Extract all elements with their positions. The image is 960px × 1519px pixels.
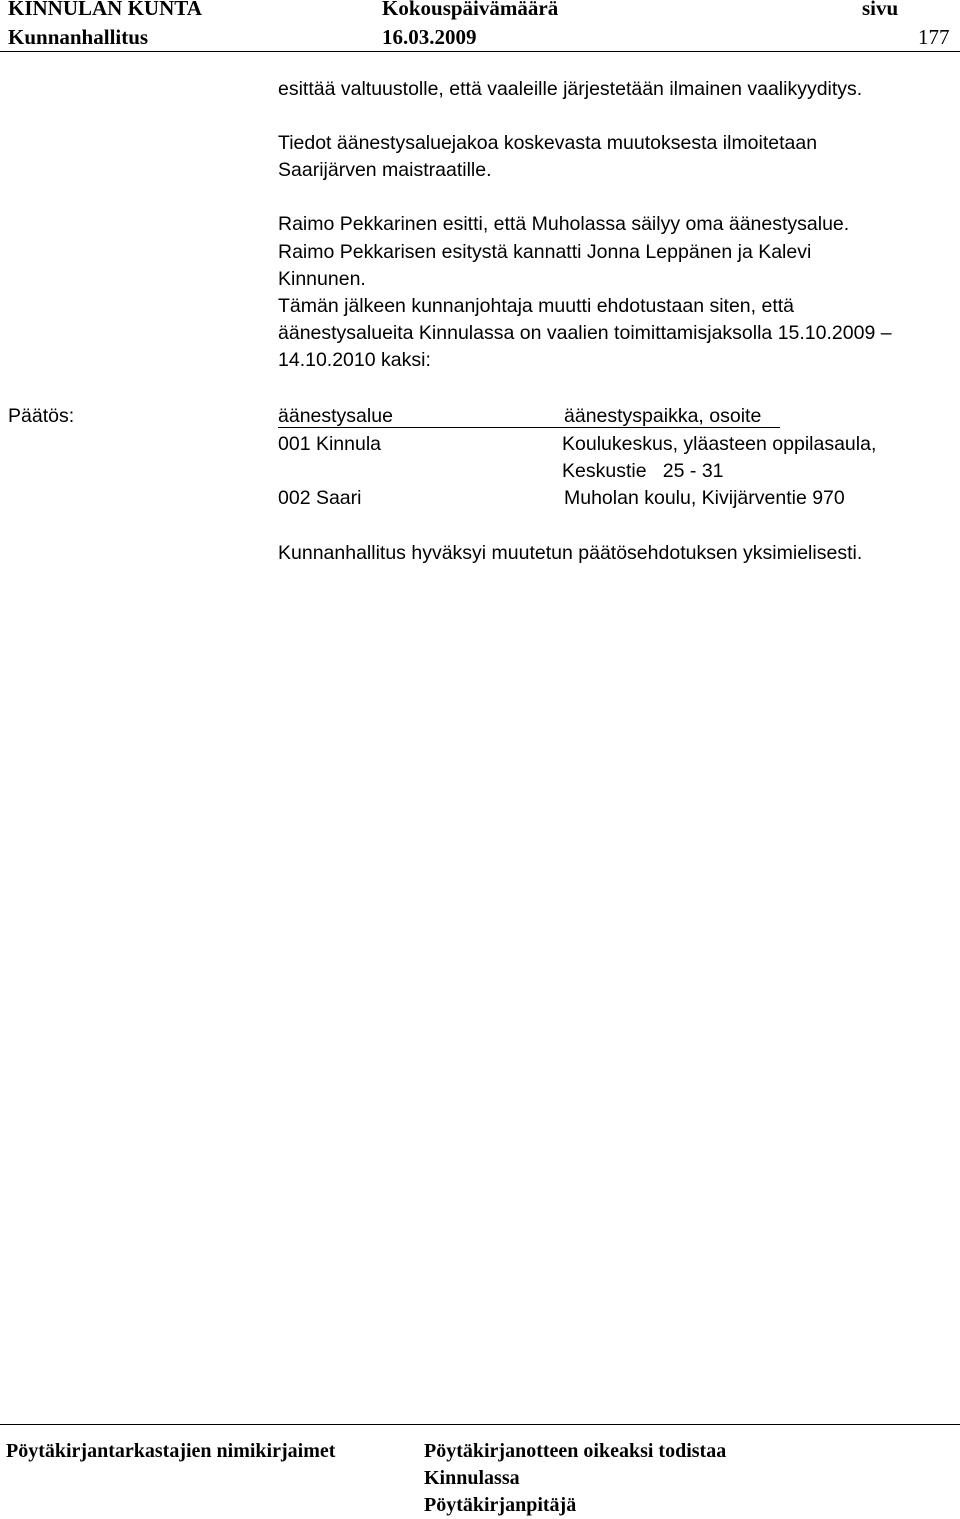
footer-inspectors: Pöytäkirjantarkastajien nimikirjaimet	[6, 1440, 336, 1462]
body-line: Tiedot äänestysaluejakoa koskevasta muutoksesta ilmoitetaan	[278, 132, 818, 154]
page-label: sivu	[862, 0, 899, 20]
table-row-area: 001 Kinnula	[278, 433, 382, 455]
page-number: 177	[918, 25, 950, 49]
place-header-text: äänestyspaikka, osoite	[564, 405, 780, 428]
area-header-text: äänestysalue	[278, 405, 564, 428]
footer-rule	[0, 1424, 960, 1425]
table-header-area	[278, 403, 564, 430]
table-row-place-line2: Keskustie 25 - 31	[562, 460, 724, 482]
footer-place: Kinnulassa	[424, 1467, 520, 1489]
body-line: Tämän jälkeen kunnanjohtaja muutti ehdotustaan siten, että	[278, 295, 795, 317]
board-name: Kunnanhallitus	[8, 25, 149, 49]
body-line: Raimo Pekkarinen esitti, että Muholassa säilyy oma äänestysalue.	[278, 213, 850, 235]
body-line: Saarijärven maistraatille.	[278, 159, 492, 181]
table-header-place	[564, 403, 780, 430]
table-row-place: Muholan koulu, Kivijärventie 970	[564, 487, 845, 509]
meeting-date: 16.03.2009	[382, 25, 477, 49]
conclusion-text: Kunnanhallitus hyväksyi muutetun päätösehdotuksen yksimielisesti.	[278, 542, 863, 564]
body-line: Raimo Pekkarisen esitystä kannatti Jonna Leppänen ja Kalevi	[278, 241, 812, 263]
table-row-area: 002 Saari	[278, 487, 362, 509]
body-line: 14.10.2010 kaksi:	[278, 349, 431, 371]
org-name: KINNULAN KUNTA	[8, 0, 202, 20]
date-label: Kokouspäivämäärä	[382, 0, 559, 20]
body-line: äänestysalueita Kinnulassa on vaalien toimittamisjaksolla 15.10.2009 –	[278, 322, 892, 344]
footer-certify: Pöytäkirjanotteen oikeaksi todistaa	[424, 1440, 727, 1462]
body-line: Kinnunen.	[278, 268, 366, 290]
table-row-place: Koulukeskus, yläasteen oppilasaula,	[562, 433, 877, 455]
footer-secretary: Pöytäkirjanpitäjä	[424, 1494, 577, 1516]
header-rule	[0, 51, 960, 52]
body-line: esittää valtuustolle, että vaaleille järjestetään ilmainen vaalikyyditys.	[278, 78, 863, 100]
decision-label: Päätös:	[8, 405, 75, 427]
